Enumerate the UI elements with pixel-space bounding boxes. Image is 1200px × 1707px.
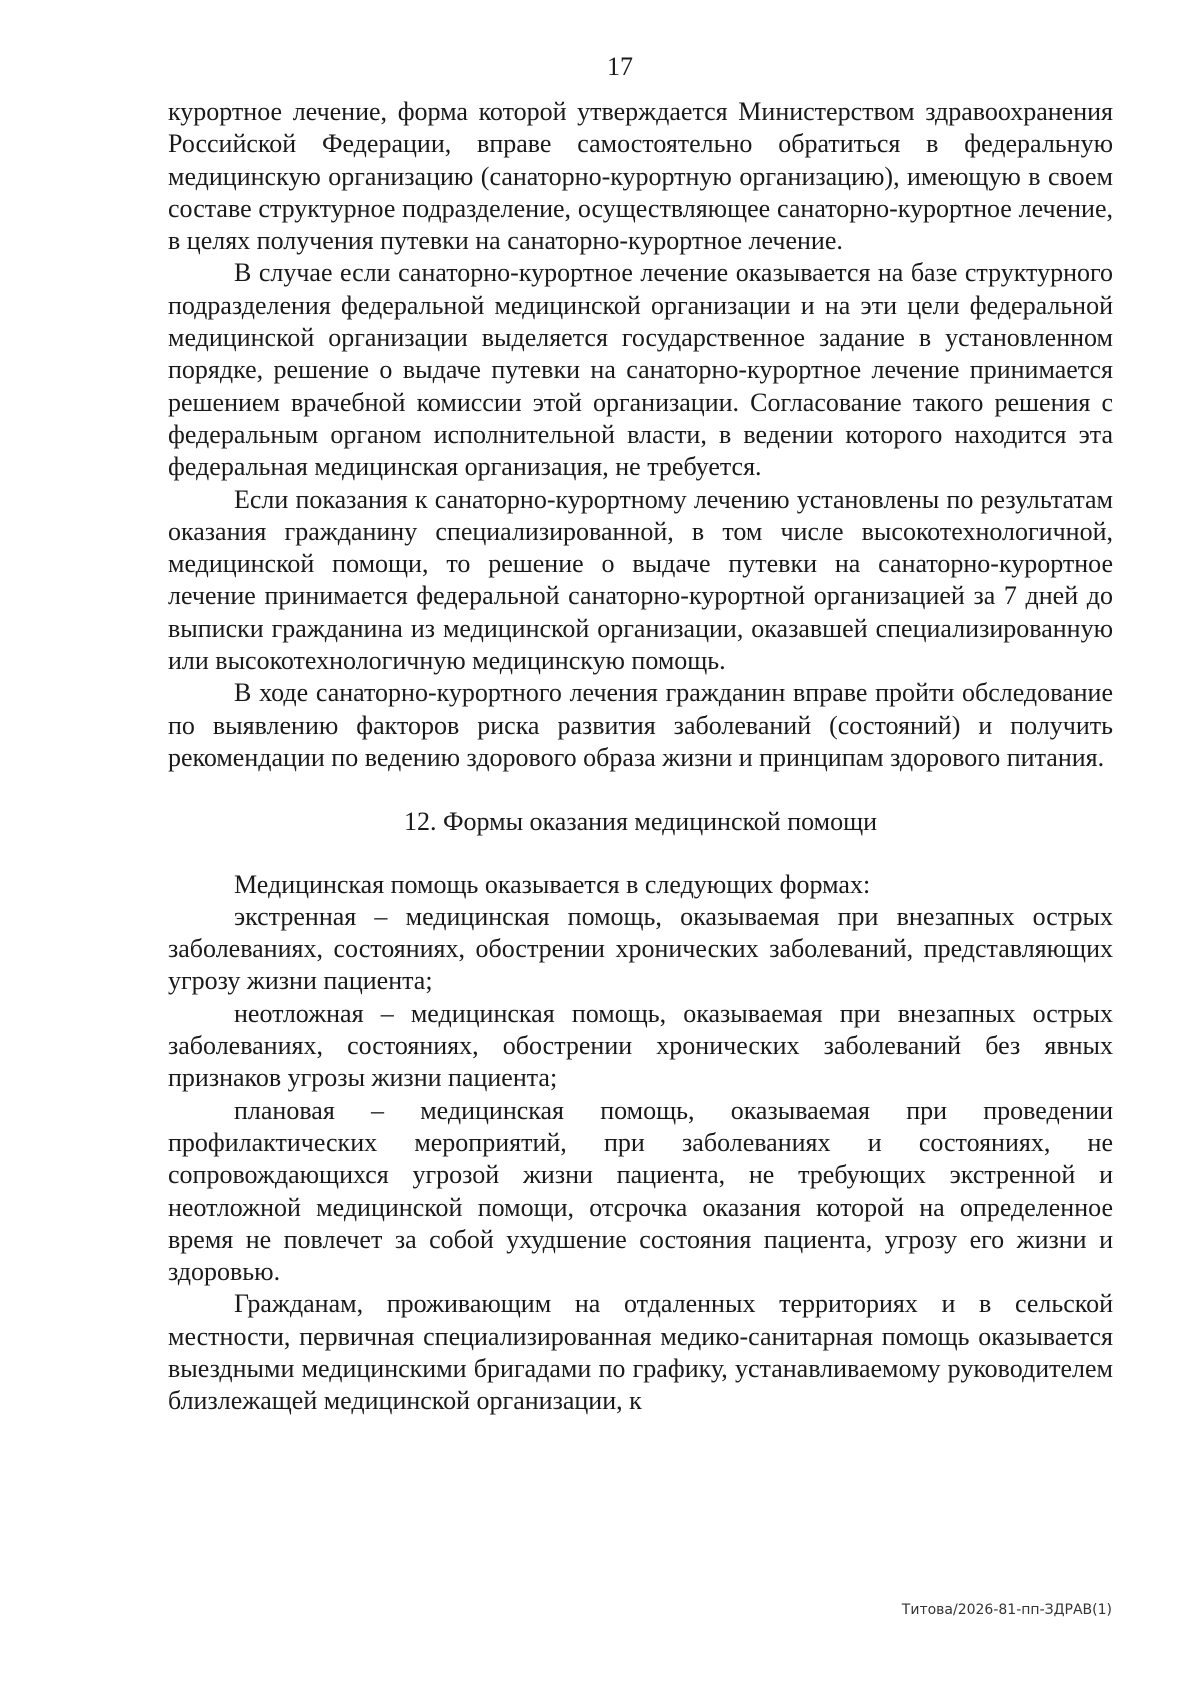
paragraph: Гражданам, проживающим на отдаленных территориях и в сельской местности, первичная специализированная медико-санитарная помощь оказывается выездными медицинскими бригадами по графику, устанавливаемому руководителем близлежащей медицинской организации, к (168, 1289, 1113, 1416)
list-item: экстренная – медицинская помощь, оказываемая при внезапных острых заболеваниях, состояниях, обострении хронических заболеваний, представляющих угрозу жизни пациента; (168, 901, 1113, 996)
document-body (168, 96, 1113, 1418)
paragraph-continuation: курортное лечение, форма которой утверждается Министерством здравоохранения Российской Федерации, вправе самостоятельно обратиться в федеральную медицинскую организацию (санаторно-курортную организацию), имеющую в своем составе структурное подразделение, осуществляющее санаторно-курортное лечение, в целях получения путевки на санаторно-курортное лечение. (168, 97, 1113, 256)
page-number: 17 (607, 52, 633, 81)
document-footer-code: Титова/2026-81-пп-ЗДРАВ(1) (901, 1602, 1112, 1618)
list-item: плановая – медицинская помощь, оказываемая при проведении профилактических мероприятий, при заболеваниях и состояниях, не сопровождающихся угрозой жизни пациента, не требующих экстренной и неотложной медицинской помощи, отсрочка оказания которой на определенное время не повлечет за собой ухудшение состояния пациента, угрозу его жизни и здоровью. (168, 1095, 1113, 1287)
paragraph: В случае если санаторно-курортное лечение оказывается на базе структурного подразделения федеральной медицинской организации и на эти цели федеральной медицинской организации выделяется государственное задание в установленном порядке, решение о выдаче путевки на санаторно-курортное лечение принимается решением врачебной комиссии этой организации. Согласование такого решения с федеральным органом исполнительной власти, в ведении которого находится эта федеральная медицинская организация, не требуется. (168, 258, 1113, 482)
list-item: неотложная – медицинская помощь, оказываемая при внезапных острых заболеваниях, состояниях, обострении хронических заболеваний без явных признаков угрозы жизни пациента; (168, 998, 1113, 1093)
paragraph: Если показания к санаторно-курортному лечению установлены по результатам оказания гражданину специализированной, в том числе высокотехнологичной, медицинской помощи, то решение о выдаче путевки на санаторно-курортное лечение принимается федеральной санаторно-курортной организацией за 7 дней до выписки гражданина из медицинской организации, оказавшей специализированную или высокотехнологичную медицинскую помощь. (168, 484, 1113, 676)
section-heading: 12. Формы оказания медицинской помощи (403, 807, 878, 837)
paragraph: В ходе санаторно-курортного лечения гражданин вправе пройти обследование по выявлению факторов риска развития заболеваний (состояний) и получить рекомендации по ведению здорового образа жизни и принципам здорового питания. (168, 678, 1113, 772)
paragraph: Медицинская помощь оказывается в следующих формах: (234, 869, 871, 899)
